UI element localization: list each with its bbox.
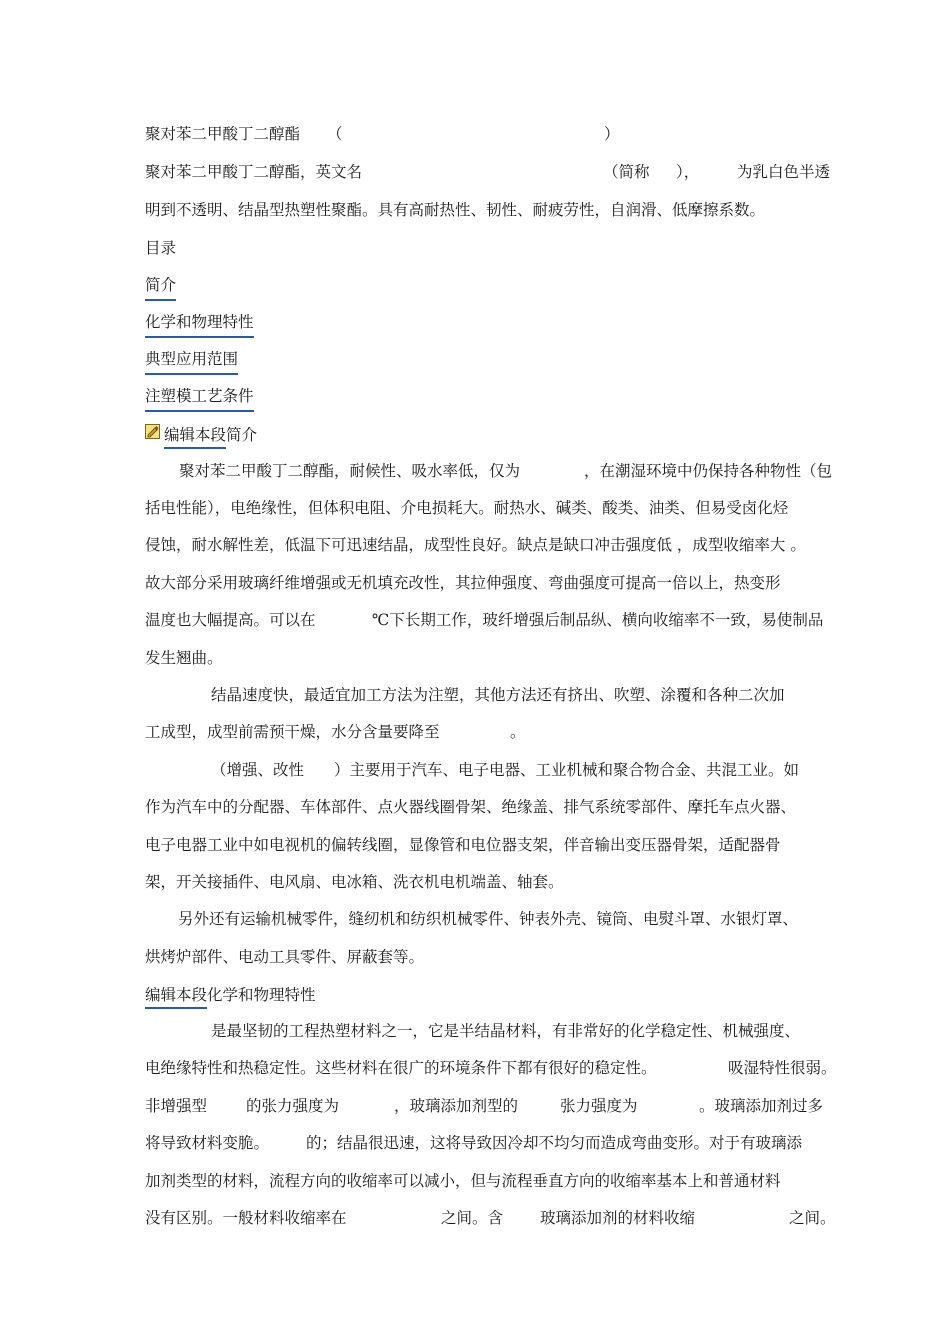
s2-p1-line6a: 没有区别。一般材料收缩率在 bbox=[145, 1209, 347, 1227]
s2-p1-line6b: 之间。含 bbox=[441, 1209, 504, 1227]
s1-p4-line2: 烘烤炉部件、电动工具零件、屏蔽套等。 bbox=[145, 948, 425, 966]
s1-p1-line5a: 温度也大幅提高。可以在 bbox=[145, 611, 316, 629]
s1-p2-line2b: 。 bbox=[510, 723, 526, 741]
edit-pencil-icon[interactable] bbox=[145, 424, 160, 439]
intro-line1-b: （简称 bbox=[603, 163, 650, 181]
s1-p2-line1: 结晶速度快，最适宜加工方法为注塑，其他方法还有挤出、吹塑、涂覆和各种二次加 bbox=[211, 686, 785, 704]
intro-line1-c: ）， bbox=[676, 163, 700, 181]
s2-p1-line4a: 将导致材料变脆。 bbox=[145, 1134, 270, 1152]
edit-section-link[interactable]: 编辑本段 bbox=[164, 426, 227, 444]
s1-p3-line3: 电子电器工业中如电视机的偏转线圈，显像管和电位器支架，伴音输出变压器骨架，适配器骨 bbox=[145, 836, 781, 854]
toc-link-injection-process[interactable]: 注塑模工艺条件 bbox=[145, 387, 254, 405]
s1-p1-line4: 故大部分采用玻璃纤维增强或无机填充改性，其拉伸强度、弯曲强度可提高一倍以上，热变形 bbox=[145, 574, 781, 592]
s2-p1-line6c: 玻璃添加剂的材料收缩 bbox=[540, 1209, 696, 1227]
s1-p3-line2: 作为汽车中的分配器、车体部件、点火器线圈骨架、绝缘盖、排气系统零部件、摩托车点火器、 bbox=[145, 798, 797, 816]
edit-section-link[interactable]: 编辑本段 bbox=[145, 986, 208, 1004]
section2-title: 化学和物理特性 bbox=[207, 986, 316, 1004]
s2-p1-line3a: 非增强型 bbox=[145, 1097, 208, 1115]
intro-line2: 明到不透明、结晶型热塑性聚酯。具有高耐热性、韧性、耐疲劳性，自润滑、低摩擦系数。 bbox=[145, 201, 766, 219]
s2-p1-line4b: 的；结晶很迅速，这将导致因冷却不均匀而造成弯曲变形。对于有玻璃添 bbox=[306, 1134, 803, 1152]
s2-p1-line3c: ，玻璃添加剂型的 bbox=[394, 1097, 519, 1115]
s1-p2-line2a: 工成型，成型前需预干燥，水分含量要降至 bbox=[145, 723, 440, 741]
s2-p1-line3e: 。玻璃添加剂过多 bbox=[699, 1097, 824, 1115]
s2-p1-line2a: 电绝缘特性和热稳定性。这些材料在很广的环境条件下都有很好的稳定性。 bbox=[145, 1059, 657, 1077]
s1-p3-line1a: （增强、改性 bbox=[211, 761, 305, 779]
s2-p1-line5: 加剂类型的材料，流程方向的收缩率可以减小，但与流程垂直方向的收缩率基本上和普通材料 bbox=[145, 1172, 781, 1190]
toc-link-applications[interactable]: 典型应用范围 bbox=[145, 350, 239, 368]
section1-heading bbox=[164, 425, 257, 445]
s1-p1-line1b: ，在潮湿环境中仍保持各种物性（包 bbox=[584, 462, 833, 480]
toc-heading: 目录 bbox=[145, 239, 177, 257]
s1-p1-line5b: ℃下长期工作，玻纤增强后制品纵、横向收缩率不一致，易使制品 bbox=[372, 611, 824, 629]
s2-p1-line3b: 的张力强度为 bbox=[246, 1097, 340, 1115]
s1-p3-line1b: ）主要用于汽车、电子电器、工业机械和聚合物合金、共混工业。如 bbox=[334, 761, 800, 779]
section2-heading bbox=[145, 985, 316, 1005]
intro-line1-d: 为乳白色半透 bbox=[737, 163, 831, 181]
s1-p4-line1: 另外还有运输机械零件，缝纫机和纺织机械零件、钟表外壳、镜筒、电熨斗罩、水银灯罩、 bbox=[178, 910, 799, 928]
s2-p1-line3d: 张力强度为 bbox=[560, 1097, 638, 1115]
s2-p1-line2b: 吸湿特性很弱。 bbox=[728, 1059, 837, 1077]
document-title: 聚对苯二甲酸丁二醇酯 bbox=[145, 125, 301, 143]
s1-p1-line2: 括电性能），电绝缘性，但体积电阻、介电损耗大。耐热水、碱类、酸类、油类、但易受卤化烃 bbox=[145, 499, 789, 517]
section1-title: 简介 bbox=[226, 426, 258, 444]
s1-p1-line3: 侵蚀，耐水解性差，低温下可迅速结晶，成型性良好。缺点是缺口冲击强度低 ，成型收缩率大 。 bbox=[145, 536, 806, 554]
toc-link-chem-physical[interactable]: 化学和物理特性 bbox=[145, 313, 254, 331]
s1-p1-line1a: 聚对苯二甲酸丁二醇酯，耐候性、吸水率低，仅为 bbox=[179, 462, 521, 480]
s1-p3-line4: 架，开关接插件、电风扇、电冰箱、洗衣机电机端盖、轴套。 bbox=[145, 873, 564, 891]
title-open-paren: （ bbox=[327, 125, 343, 143]
s1-p1-line6: 发生翘曲。 bbox=[145, 649, 223, 667]
toc-link-intro[interactable]: 简介 bbox=[145, 276, 177, 294]
s2-p1-line6d: 之间。 bbox=[789, 1209, 836, 1227]
intro-line1-a: 聚对苯二甲酸丁二醇酯，英文名 bbox=[145, 163, 363, 181]
s2-p1-line1: 是最坚韧的工程热塑材料之一，它是半结晶材料，有非常好的化学稳定性、机械强度、 bbox=[211, 1022, 801, 1040]
title-close-paren: ） bbox=[604, 125, 620, 143]
